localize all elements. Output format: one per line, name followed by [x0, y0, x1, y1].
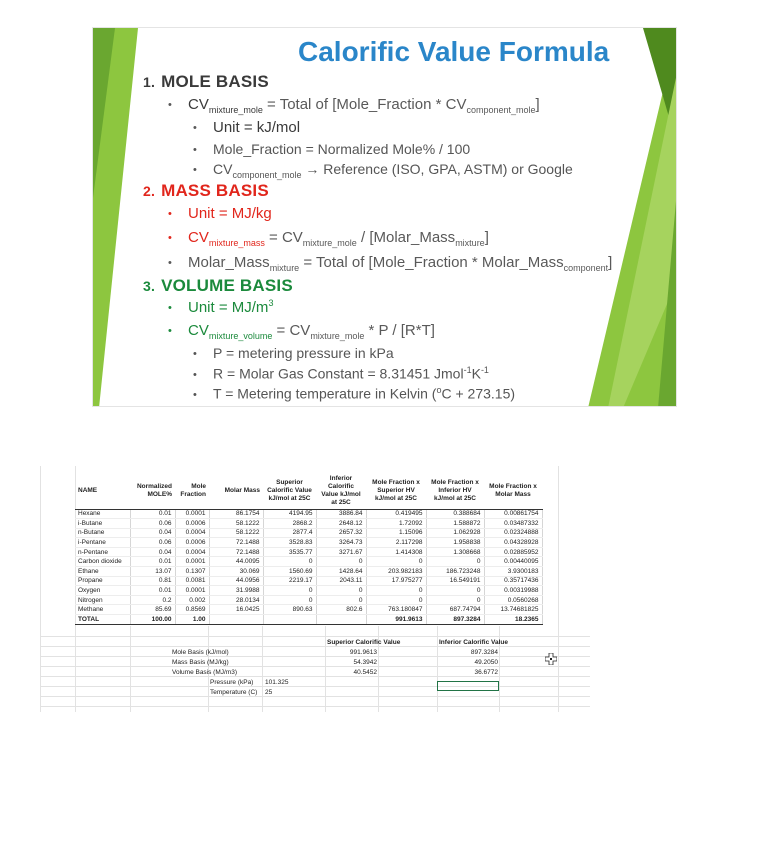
value-cell[interactable]: 13.07 — [130, 567, 175, 577]
value-cell[interactable]: 28.0134 — [209, 595, 263, 605]
component-name-cell[interactable]: n-Pentane — [75, 547, 130, 557]
mass-basis-inferior[interactable]: 49.2050 — [474, 659, 498, 666]
value-cell[interactable]: 2043.11 — [316, 576, 366, 586]
section-mass-basis: 2. MASS BASIS — [143, 181, 269, 200]
value-cell[interactable]: 2657.32 — [316, 528, 366, 538]
value-cell[interactable]: 1.958838 — [426, 538, 484, 548]
slide-title: Calorific Value Formula — [298, 36, 610, 67]
value-cell[interactable]: 16.549191 — [426, 576, 484, 586]
value-cell[interactable]: 0 — [316, 595, 366, 605]
value-cell[interactable]: 44.0956 — [209, 576, 263, 586]
cross-cursor-icon — [545, 653, 557, 665]
value-cell[interactable]: 0 — [426, 586, 484, 596]
value-cell[interactable]: 0.01 — [130, 557, 175, 567]
value-cell[interactable]: 1.15096 — [366, 528, 426, 538]
value-cell[interactable]: 13.74681825 — [484, 605, 542, 615]
superior-cv-header[interactable]: Superior Calorific Value — [327, 639, 401, 646]
component-name-cell[interactable]: i-Butane — [75, 519, 130, 529]
pressure-definition: • P = metering pressure in kPa — [193, 345, 394, 361]
value-cell[interactable]: 0.8569 — [175, 605, 209, 615]
value-cell[interactable]: 0.419495 — [366, 509, 426, 519]
value-cell[interactable]: 0.0001 — [175, 586, 209, 596]
volume-basis-inferior[interactable]: 36.6772 — [474, 669, 498, 676]
value-cell[interactable]: 0.388684 — [426, 509, 484, 519]
table-row — [75, 605, 542, 615]
value-cell[interactable]: 0 — [316, 586, 366, 596]
value-cell[interactable]: 0 — [366, 595, 426, 605]
value-cell[interactable]: 2877.4 — [263, 528, 316, 538]
value-cell[interactable]: 0.03487332 — [484, 519, 542, 529]
table-row — [75, 528, 542, 538]
value-cell[interactable]: 0.0006 — [175, 538, 209, 548]
value-cell[interactable]: 3264.73 — [316, 538, 366, 548]
temperature-definition: • T = Metering temperature in Kelvin ($^o$C + 273.15) — [193, 385, 516, 402]
column-header[interactable]: Normalized MOLE% — [130, 473, 175, 509]
value-cell[interactable]: 58.1222 — [209, 519, 263, 529]
component-name-cell[interactable]: Nitrogen — [75, 595, 130, 605]
value-cell[interactable]: 0.04 — [130, 547, 175, 557]
table-row — [75, 595, 542, 605]
value-cell[interactable]: 0.02885952 — [484, 547, 542, 557]
value-cell[interactable]: 890.63 — [263, 605, 316, 615]
mass-basis-superior[interactable]: 54.3942 — [353, 659, 377, 666]
mole-basis-superior[interactable]: 991.9613 — [349, 649, 377, 656]
value-cell[interactable]: 2868.2 — [263, 519, 316, 529]
value-cell[interactable] — [316, 615, 366, 625]
value-cell[interactable]: 100.00 — [130, 615, 175, 625]
value-cell[interactable]: 0 — [263, 586, 316, 596]
value-cell[interactable]: 0.00861754 — [484, 509, 542, 519]
value-cell[interactable]: 18.2365 — [484, 615, 542, 625]
value-cell[interactable]: 3271.67 — [316, 547, 366, 557]
molar-mass-formula: • Molar_Mass$_{mixture}$ = Total of [Mole_Fraction * Molar_Mass$_{component}$] — [168, 254, 613, 273]
mass-cv-formula: • $CV_{mixture\_mass} = CV_{mixture\_mole}$ / [Molar_Mass$_{mixture}$] — [168, 229, 489, 248]
value-cell[interactable]: 0.06 — [130, 519, 175, 529]
value-cell[interactable]: 1428.64 — [316, 567, 366, 577]
value-cell[interactable]: 0.0004 — [175, 528, 209, 538]
value-cell[interactable]: 0 — [426, 557, 484, 567]
table-row — [75, 586, 542, 596]
value-cell[interactable]: 44.0095 — [209, 557, 263, 567]
column-header[interactable]: NAME — [75, 473, 130, 509]
value-cell[interactable]: 0.2 — [130, 595, 175, 605]
value-cell[interactable]: 1.72092 — [366, 519, 426, 529]
value-cell[interactable]: 85.69 — [130, 605, 175, 615]
value-cell[interactable]: 16.0425 — [209, 605, 263, 615]
value-cell[interactable]: 0 — [366, 586, 426, 596]
temperature-value[interactable]: 25 — [265, 689, 273, 696]
value-cell[interactable]: 31.9988 — [209, 586, 263, 596]
value-cell[interactable]: 763.180847 — [366, 605, 426, 615]
mole-unit: • Unit = kJ/mol — [193, 119, 301, 136]
value-cell[interactable]: 203.982183 — [366, 567, 426, 577]
section-mole-basis: 1. MOLE BASIS — [143, 72, 269, 91]
mole-fraction-definition: • Mole_Fraction = Normalized Mole% / 100 — [193, 141, 471, 157]
mass-basis-label[interactable]: Mass Basis (MJ/kg) — [172, 659, 229, 666]
total-row — [75, 615, 542, 625]
value-cell[interactable] — [209, 615, 263, 625]
value-cell[interactable]: 3886.84 — [316, 509, 366, 519]
column-header[interactable]: Mole Fraction — [175, 473, 209, 509]
section-volume-basis: 3. VOLUME BASIS — [143, 276, 293, 295]
gas-constant-definition: • R = Molar Gas Constant = 8.31451 $Jmol^{-1}K^{-1}$ — [193, 365, 489, 382]
table-row — [75, 519, 542, 529]
column-header[interactable]: Inferior Calorific Value kJ/mol at 25C — [316, 473, 366, 509]
value-cell[interactable]: 17.975277 — [366, 576, 426, 586]
spreadsheet-view[interactable] — [40, 466, 590, 712]
composition-table — [75, 473, 543, 625]
value-cell[interactable]: 186.723248 — [426, 567, 484, 577]
mole-cv-formula: • $CV_{mixture\_mole}$ = Total of [Mole_Fraction * $CV_{component\_mole}$] — [168, 96, 540, 115]
presentation-slide — [92, 27, 677, 407]
table-row — [75, 547, 542, 557]
value-cell[interactable]: 0 — [316, 557, 366, 567]
column-header[interactable]: Superior Calorific Value kJ/mol at 25C — [263, 473, 316, 509]
value-cell[interactable]: 72.1488 — [209, 538, 263, 548]
value-cell[interactable]: 0.04328928 — [484, 538, 542, 548]
value-cell[interactable]: 0.00319988 — [484, 586, 542, 596]
value-cell[interactable]: 687.74794 — [426, 605, 484, 615]
table-row — [75, 557, 542, 567]
value-cell[interactable]: 3.9300183 — [484, 567, 542, 577]
value-cell[interactable]: 0.1307 — [175, 567, 209, 577]
value-cell[interactable]: 3528.83 — [263, 538, 316, 548]
table-row — [75, 567, 542, 577]
component-name-cell[interactable]: Ethane — [75, 567, 130, 577]
inferior-cv-header[interactable]: Inferior Calorific Value — [439, 639, 508, 646]
value-cell[interactable]: 0 — [263, 557, 316, 567]
component-name-cell[interactable]: TOTAL — [75, 615, 130, 625]
table-row — [75, 509, 542, 519]
value-cell[interactable]: 0.002 — [175, 595, 209, 605]
value-cell[interactable]: 0.01 — [130, 509, 175, 519]
value-cell[interactable]: 0.0001 — [175, 557, 209, 567]
value-cell[interactable]: 0 — [426, 595, 484, 605]
value-cell[interactable]: 1.062928 — [426, 528, 484, 538]
mass-unit: • Unit = MJ/kg — [168, 205, 272, 222]
value-cell[interactable]: 0.01 — [130, 586, 175, 596]
value-cell[interactable]: 58.1222 — [209, 528, 263, 538]
right-green-decoration — [548, 28, 677, 407]
value-cell[interactable]: 0.0081 — [175, 576, 209, 586]
volume-cv-formula: • $CV_{mixture\_volume} = CV_{mixture\_mole} * P / [R*T]$ — [168, 322, 435, 341]
value-cell[interactable]: 0.81 — [130, 576, 175, 586]
value-cell[interactable]: 0.0560268 — [484, 595, 542, 605]
component-name-cell[interactable]: Oxygen — [75, 586, 130, 596]
value-cell[interactable]: 802.6 — [316, 605, 366, 615]
value-cell[interactable]: 2.117298 — [366, 538, 426, 548]
component-name-cell[interactable]: Propane — [75, 576, 130, 586]
value-cell[interactable]: 0.0006 — [175, 519, 209, 529]
component-name-cell[interactable]: Hexane — [75, 509, 130, 519]
value-cell[interactable]: 0.02324888 — [484, 528, 542, 538]
value-cell[interactable]: 0 — [366, 557, 426, 567]
value-cell[interactable]: 897.3284 — [426, 615, 484, 625]
component-name-cell[interactable]: Carbon dioxide — [75, 557, 130, 567]
value-cell[interactable]: 1.308668 — [426, 547, 484, 557]
value-cell[interactable]: 1560.69 — [263, 567, 316, 577]
value-cell[interactable] — [263, 615, 316, 625]
value-cell[interactable]: 86.1754 — [209, 509, 263, 519]
column-header[interactable]: Mole Fraction x Inferior HV kJ/mol at 25C — [426, 473, 484, 509]
cv-component-reference: • $CV_{component\_mole}$ → Reference (ISO, GPA, ASTM) or Google — [193, 161, 573, 180]
value-cell[interactable]: 72.1488 — [209, 547, 263, 557]
value-cell[interactable]: 2219.17 — [263, 576, 316, 586]
component-name-cell[interactable]: Methane — [75, 605, 130, 615]
value-cell[interactable]: 0.35717436 — [484, 576, 542, 586]
pressure-value[interactable]: 101.325 — [265, 679, 289, 686]
value-cell[interactable]: 1.588872 — [426, 519, 484, 529]
volume-basis-superior[interactable]: 40.5452 — [353, 669, 377, 676]
column-header[interactable]: Mole Fraction x Superior HV kJ/mol at 25C — [366, 473, 426, 509]
value-cell[interactable]: 0.0001 — [175, 509, 209, 519]
column-header[interactable]: Mole Fraction x Molar Mass — [484, 473, 542, 509]
temperature-label[interactable]: Temperature (C) — [210, 689, 258, 696]
value-cell[interactable]: 0.04 — [130, 528, 175, 538]
table-row — [75, 576, 542, 586]
value-cell[interactable]: 30.069 — [209, 567, 263, 577]
component-name-cell[interactable]: n-Butane — [75, 528, 130, 538]
mole-basis-inferior[interactable]: 897.3284 — [470, 649, 498, 656]
value-cell[interactable]: 3535.77 — [263, 547, 316, 557]
table-row — [75, 538, 542, 548]
mole-basis-label[interactable]: Mole Basis (kJ/mol) — [172, 649, 229, 656]
value-cell[interactable]: 1.00 — [175, 615, 209, 625]
value-cell[interactable]: 0 — [263, 595, 316, 605]
volume-unit: • Unit = $MJ/m^3$ — [168, 298, 274, 316]
pressure-label[interactable]: Pressure (kPa) — [210, 679, 254, 686]
value-cell[interactable]: 2648.12 — [316, 519, 366, 529]
volume-basis-label[interactable]: Volume Basis (MJ/m3) — [172, 669, 238, 676]
value-cell[interactable]: 1.414308 — [366, 547, 426, 557]
value-cell[interactable]: 0.0004 — [175, 547, 209, 557]
table-header-row — [75, 473, 542, 509]
selected-cell[interactable] — [437, 681, 499, 691]
value-cell[interactable]: 0.00440095 — [484, 557, 542, 567]
column-header[interactable]: Molar Mass — [209, 473, 263, 509]
value-cell[interactable]: 4194.95 — [263, 509, 316, 519]
value-cell[interactable]: 991.9613 — [366, 615, 426, 625]
component-name-cell[interactable]: i-Pentane — [75, 538, 130, 548]
value-cell[interactable]: 0.06 — [130, 538, 175, 548]
